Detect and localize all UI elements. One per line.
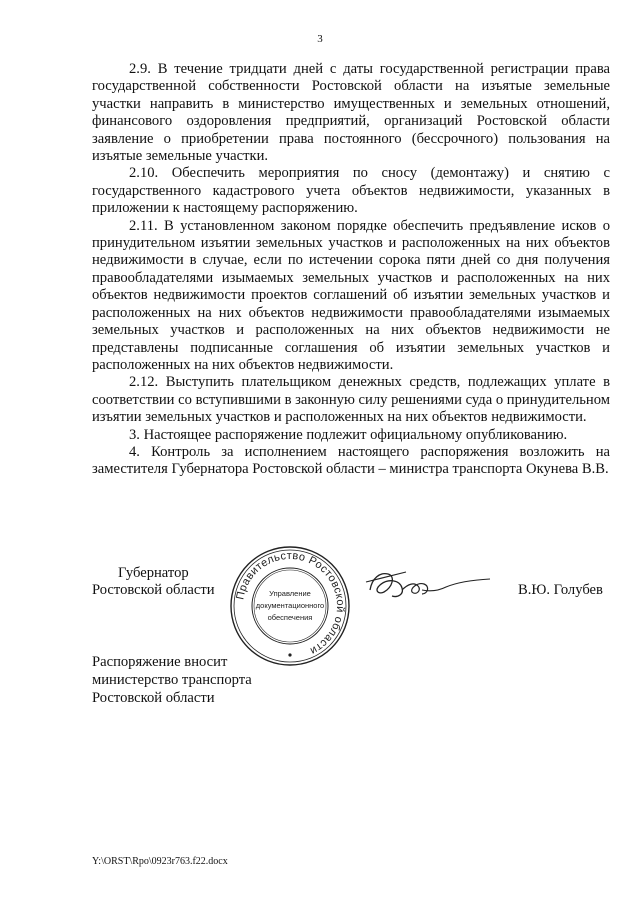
paragraph-2-11: 2.11. В установленном законом порядке обеспечить предъявление исков о принудительном изъятии земельных участков и расположенных на них объектов недвижимости в случае, если по истечении сорока пяти дней со дня получения правообладателями изымаемых земельных участков и расположенных на них объектов недвижимости проектов соглашений об изъятии земельных участков и расположенных на них объектов недвижимости правообладателями изымаемых земельных участков и расположенных на них объектов недвижимости не представлены подписанные соглашения об изъятии земельных участков и расположенных на них объектов недвижимости. <box>92 217 610 373</box>
seal-inner-line2: документационного <box>255 601 325 610</box>
submitted-by-line1: Распоряжение вносит <box>92 654 228 670</box>
seal-inner-line1: Управление <box>269 589 311 598</box>
paragraph-2-10: 2.10. Обеспечить мероприятия по сносу (демонтажу) и снятию с государственного кадастрового учета объектов недвижимости, указанных в приложении к настоящему распоряжению. <box>92 165 610 217</box>
handwritten-signature <box>362 560 497 610</box>
seal-inner-line3: обеспечения <box>267 613 313 622</box>
official-seal <box>228 544 352 668</box>
submitted-by-line3: Ростовской области <box>92 690 215 706</box>
seal-star <box>288 653 291 656</box>
file-path: Y:\ORST\Rpo\0923r763.f22.docx <box>92 856 228 867</box>
paragraph-4: 4. Контроль за исполнением настоящего распоряжения возложить на заместителя Губернатора Ростовской области – министра транспорта Окунева В.В. <box>92 443 610 478</box>
submitted-by-line2: министерство транспорта <box>92 672 252 688</box>
paragraph-3: 3. Настоящее распоряжение подлежит официальному опубликованию. <box>129 426 568 443</box>
submitted-by <box>92 653 252 707</box>
signature-block <box>0 540 640 660</box>
page-number: 3 <box>317 33 323 45</box>
paragraph-2-12: 2.12. Выступить плательщиком денежных средств, подлежащих уплате в соответствии со вступившими в законную силу решениями суда о принудительном изъятии земельных участков и расположенных на них объектов недвижимости. <box>92 374 610 426</box>
signer-title-line1: Губернатор <box>118 565 189 581</box>
paragraph-2-9: 2.9. В течение тридцати дней с даты государственной регистрации права государственной собственности Ростовской области на изъятые земельные участки направить в министерство имущественных и земельных отношений, финансового оздоровления предприятий, организаций Ростовской области заявление о приобретении права постоянного (бессрочного) пользования на изъятые земельные участки. <box>92 61 610 165</box>
document-body <box>92 61 610 479</box>
signer-title <box>92 565 215 600</box>
signer-title-line2: Ростовской области <box>92 582 215 599</box>
seal-outer-text: Правительство Ростовской области <box>234 549 347 658</box>
signer-name: В.Ю. Голубев <box>518 582 603 598</box>
